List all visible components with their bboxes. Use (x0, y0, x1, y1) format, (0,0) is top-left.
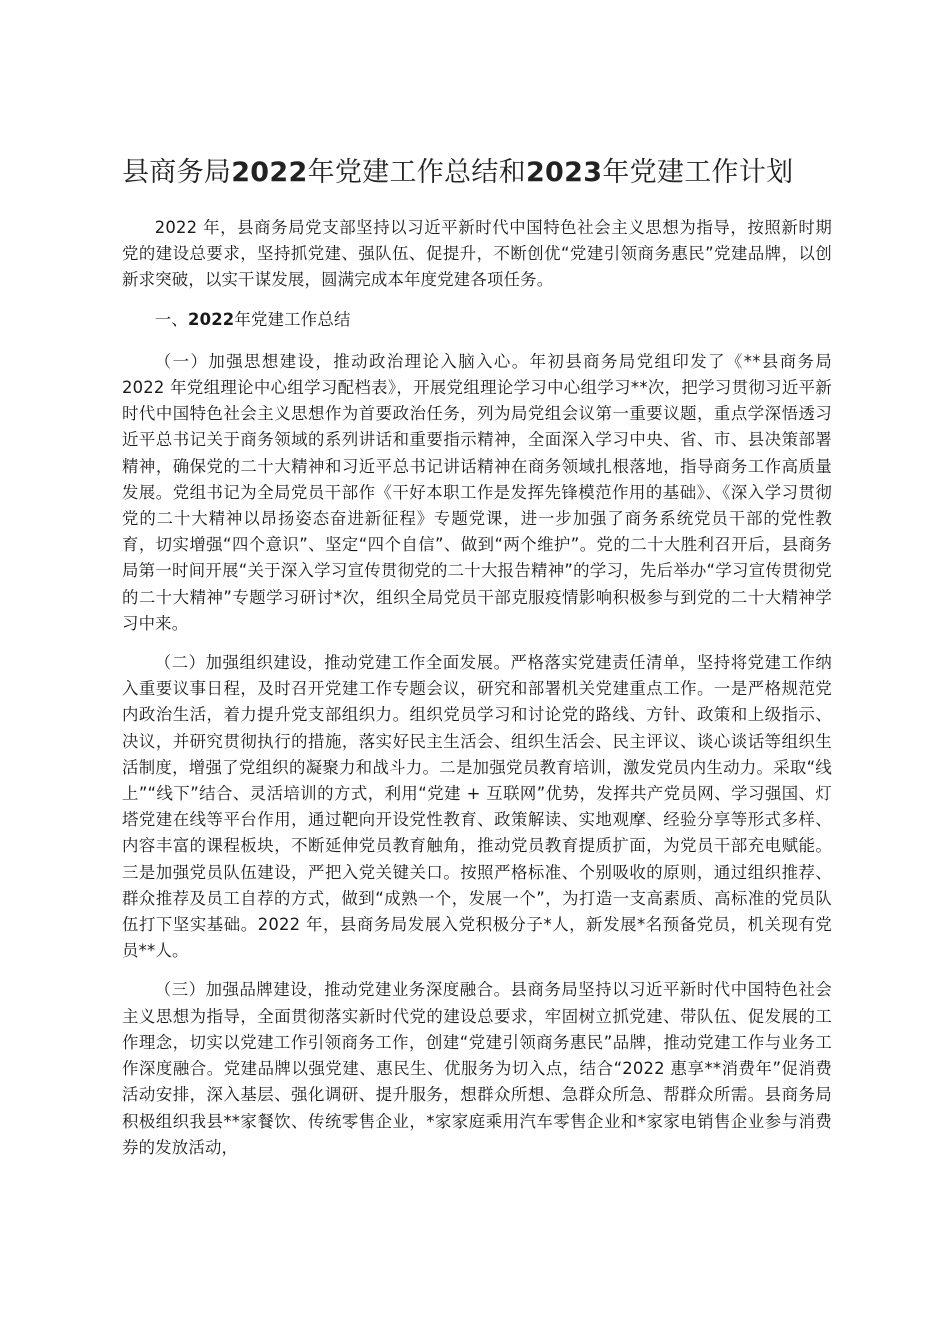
heading-year: 2022 (187, 309, 235, 329)
heading-prefix: 一、 (154, 309, 188, 329)
paragraph-brand-building: （三）加强品牌建设，推动党建业务深度融合。县商务局坚持以习近平新时代中国特色社会主义思想为指导，全面贯彻落实新时代党的建设总要求，牢固树立抓党建、带队伍、促发展的工作理念，切实以党建工作引领商务工作，创建“党建引领商务惠民”品牌，推动党建工作与业务工作深度融合。党建品牌以强党建、惠民生、优服务为切入点，结合“2022 惠享**消费年”促消费活动安排，深入基层、强化调研、提升服务，想群众所想、急群众所急、帮群众所需。县商务局积极组织我县**家餐饮、传统零售企业，*家家庭乘用汽车零售企业和*家家电销售企业参与消费券的发放活动， (122, 980, 832, 1157)
title-part-3: 年党建工作计划 (602, 157, 794, 188)
title-year-2: 2023 (525, 157, 603, 188)
heading-text: 年党建工作总结 (234, 309, 351, 329)
paragraph-thought-building: （一）加强思想建设，推动政治理论入脑入心。年初县商务局党组印发了《**县商务局 2022 年党组理论中心组学习配档表》，开展党组理论学习中心组学习**次，把学习贯彻习近平新时代中国特色社会主义思想作为首要政治任务，列为局党组会议第一重要议题，重点学深悟透习近平总书记关于商务领域的系列讲话和重要指示精神，全面深入学习中央、省、市、县决策部署精神，确保党的二十大精神和习近平总书记讲话精神在商务领域扎根落地，指导商务工作高质量发展。党组书记为全局党员干部作《干好本职工作是发挥先锋模范作用的基础》、《深入学习贯彻党的二十大精神以昂扬姿态奋进新征程》专题党课，进一步加强了商务系统党员干部的党性教育，切实增强“四个意识”、坚定“四个自信”、做到“两个维护”。党的二十大胜利召开后，县商务局第一时间开展“关于深入学习宣传贯彻党的二十大报告精神”的学习，先后举办“学习宣传贯彻党的二十大精神”专题学习研讨*次，组织全局党员干部克服疫情影响积极参与到党的二十大精神学习中来。 (122, 351, 832, 633)
title-year-1: 2022 (231, 157, 308, 188)
section-heading-1 (122, 307, 832, 333)
paragraph-organization-building: （二）加强组织建设，推动党建工作全面发展。严格落实党建责任清单，坚持将党建工作纳入重要议事日程，及时召开党建工作专题会议，研究和部署机关党建重点工作。一是严格规范党内政治生活，着力提升党支部组织力。组织党员学习和讨论党的路线、方针、政策和上级指示、决议，并研究贯彻执行的措施，落实好民主生活会、组织生活会、民主评议、谈心谈话等组织生活制度，增强了党组织的凝聚力和战斗力。二是加强党员教育培训，激发党员内生动力。采取“线上”“线下”结合、灵活培训的方式，利用“党建 + 互联网”优势，发挥共产党员网、学习强国、灯塔党建在线等平台作用，通过靶向开设党性教育、政策解读、实地观摩、经验分享等形式多样、内容丰富的课程板块，不断延伸党员教育触角，推动党员教育提质扩面，为党员干部充电赋能。三是加强党员队伍建设，严把入党关键关口。按照严格标准、个别吸收的原则，通过组织推荐、群众推荐及员工自荐的方式，做到“成熟一个，发展一个”，为打造一支高素质、高标准的党员队伍打下坚实基础。2022 年，县商务局发展入党积极分子*人，新发展*名预备党员，机关现有党员**人。 (122, 653, 832, 961)
document-title (122, 148, 832, 198)
intro-paragraph: 2022 年，县商务局党支部坚持以习近平新时代中国特色社会主义思想为指导，按照新时期党的建设总要求，坚持抓党建、强队伍、促提升，不断创优“党建引领商务惠民”党建品牌，以创新求突破，以实干谋发展，圆满完成本年度党建各项任务。 (122, 218, 832, 290)
title-part-1: 县商务局 (122, 157, 232, 188)
document-page (122, 148, 832, 1161)
title-part-2: 年党建工作总结和 (307, 157, 526, 188)
